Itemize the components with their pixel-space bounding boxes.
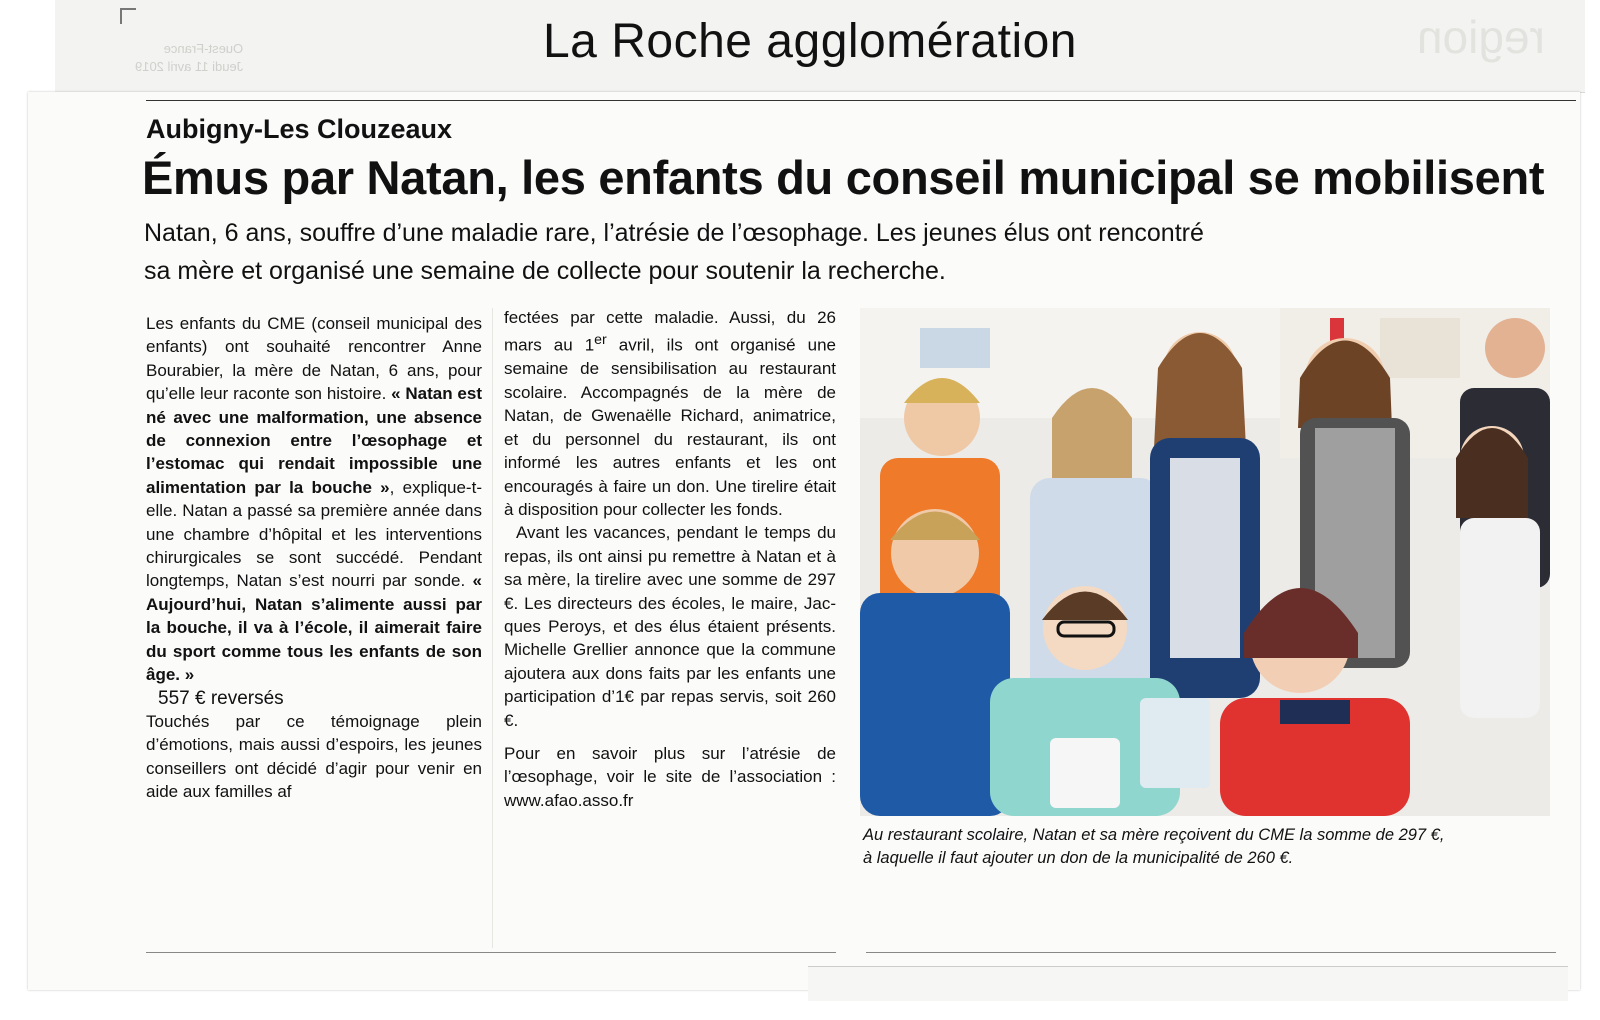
lede-line-1: Natan, 6 ans, souffre d’une maladie rare, l’atrésie de l’œsophage. Les jeunes élus ont rencontré xyxy=(144,219,1204,247)
next-page-strip xyxy=(808,966,1568,1001)
bottom-rule-left xyxy=(146,952,836,953)
paragraph-1 xyxy=(146,312,482,687)
article-photo xyxy=(860,308,1550,816)
paragraph-5: Pour en savoir plus sur l’atrésie de l’œsophage, voir le site de l’association : www.afao.asso.fr xyxy=(504,743,836,810)
column-separator xyxy=(492,308,493,948)
caption-line-2: à laquelle il faut ajouter un don de la municipalité de 260 €. xyxy=(863,849,1294,867)
subheading-amount: 557 € reversés xyxy=(158,687,284,709)
ghost-date: Ouest-France Jeudi 11 avril 2019 xyxy=(135,41,244,74)
photo-caption xyxy=(863,824,1563,870)
p1-quote: « Natan est né avec une malformation, une absence de connexion entre l’œsophage et l’estomac qui rendait impossible une alimentation par la bouche » xyxy=(146,384,482,497)
article-town: Aubigny-Les Clouzeaux xyxy=(146,114,453,144)
text-column-1 xyxy=(146,312,482,804)
section-title: La Roche agglomération xyxy=(542,15,1077,68)
photo-illustration xyxy=(860,308,1550,816)
p1-rest: , explique-t-elle. Natan a passé sa première année dans une chambre d’hôpital et les interventions chirurgicales se sont succédé. Pendant longtemps, Natan s’est nourri par sonde. xyxy=(146,477,482,591)
p3-superscript: er xyxy=(594,332,607,349)
article-clipping xyxy=(28,92,1580,990)
top-rule xyxy=(146,100,1576,101)
paragraph-2: Touchés par ce témoignage plein d’émotions, mais aussi d’espoirs, les jeunes conseillers ont décidé d’agir pour venir en aide aux familles af xyxy=(146,711,482,802)
p3-part-a: fectées par cette maladie. Aussi, du 26 mars au 1 xyxy=(504,308,836,356)
paragraph-gap xyxy=(504,732,836,742)
ghost-text-region: region xyxy=(1417,11,1545,63)
article-headline: Émus par Natan, les enfants du conseil municipal se mobilisent xyxy=(142,151,1545,204)
caption-line-1: Au restaurant scolaire, Natan et sa mère reçoivent du CME la somme de 297 €, xyxy=(863,826,1445,844)
lede-line-2: sa mère et organisé une semaine de collecte pour soutenir la recherche. xyxy=(144,257,946,285)
article-lede xyxy=(144,214,1404,290)
text-column-2 xyxy=(504,306,836,812)
p1-intro: Les enfants du CME (conseil municipal des enfants) ont souhaité rencontrer Anne Bourabier, la mère de Natan, 6 ans, pour qu’elle leur raconte son histoire. xyxy=(146,314,482,404)
p3-part-b: avril, ils ont organisé une semaine de sensibilisation au restaurant scolaire. Accompagnés de la mère de Natan, de Gwenaëlle Richard, animatrice, et du personnel du restaurant, ils ont informé les autres enfants et les ont encouragés à faire un don. Une tirelire était à disposition pour collecter les fonds. xyxy=(504,336,836,519)
bottom-rule-right xyxy=(866,952,1556,953)
paragraph-3 xyxy=(504,306,836,521)
p1-quote-2: « Aujourd’hui, Natan s’alimente aussi par la bouche, il va à l’école, il aimerait faire du sport comme tous les enfants de son âge. » xyxy=(146,571,482,685)
paragraph-4: Avant les vacances, pendant le temps du repas, ils ont ainsi pu remettre à Natan et à sa mère, la tirelire avec une somme de 297 €. Les directeurs des écoles, le maire, Jacques Peroys, et des élus étaient présents. Michelle Grellier annonce que la commune ajoutera aux dons faits par les enfants une participation d’1€ par repas servis, soit 260 €. xyxy=(504,523,836,730)
